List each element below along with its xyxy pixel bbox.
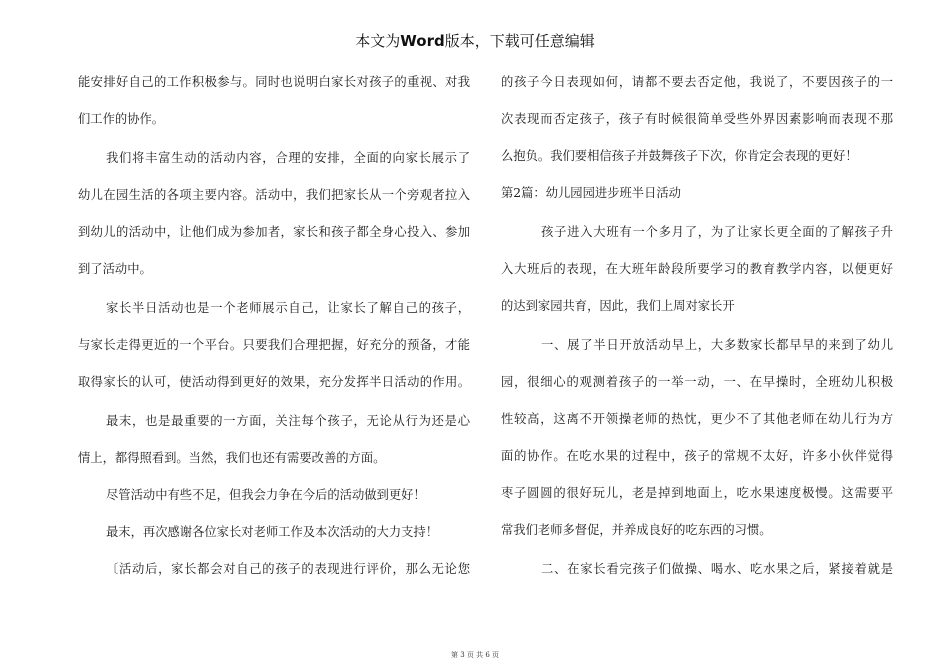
text-line: 取得家长的认可，使活动得到更好的效果，充分发挥半日活动的作用。 — [78, 375, 470, 389]
text-line: 到幼儿的活动中，让他们成为参加者，家长和孩子都全身心投入、参加 — [78, 225, 470, 239]
page-header — [0, 30, 950, 51]
text-line: 的达到家园共育，因此，我们上周对家长开 — [501, 299, 735, 313]
page-number: 第 3 页 共 6 页 — [450, 651, 500, 659]
header-text-pre: 本文为 — [355, 32, 401, 50]
text-line: 家长半日活动也是一个老师展示自己，让家长了解自己的孩子， — [106, 301, 470, 315]
text-line: 枣子圆圆的很好玩儿，老是掉到地面上，吃水果速度极慢。这需要平 — [501, 486, 893, 500]
text-line: 们工作的协作。 — [78, 112, 165, 126]
text-line: 最末，也是最重要的一方面，关注每个孩子，无论从行为还是心 — [106, 414, 470, 428]
section-heading: 第2篇：幼儿园园进步班半日活动 — [501, 186, 681, 200]
text-line: 入大班后的表现，在大班年龄段所要学习的教育教学内容，以便更好 — [501, 262, 893, 276]
text-line: 与家长走得更近的一个平台。只要我们合理把握，好充分的预备，才能 — [78, 338, 470, 352]
text-line: 常我们老师多督促，并养成良好的吃东西的习惯。 — [501, 523, 772, 537]
text-line: 我们将丰富生动的活动内容，合理的安排，全面的向家长展示了 — [106, 151, 470, 165]
text-line: 二、在家长看完孩子们做操、喝水、吃水果之后，紧接着就是 — [541, 562, 893, 576]
text-line: 孩子进入大班有一个多月了，为了让家长更全面的了解孩子升 — [541, 225, 893, 239]
text-line: 园，很细心的观测着孩子的一举一动，一、在早操时，全班幼儿积极 — [501, 375, 893, 389]
text-line: 情上，都得照看到。当然，我们也还有需要改善的方面。 — [78, 451, 386, 465]
text-line: 幼儿在园生活的各项主要内容。活动中，我们把家长从一个旁观者拉入 — [78, 188, 470, 202]
text-line: 最末，再次感谢各位家长对老师工作及本次活动的大力支持！ — [106, 525, 439, 539]
text-line: 的孩子今日表现如何，请都不要去否定他，我说了，不要因孩子的一 — [501, 75, 893, 89]
text-line: 到了活动中。 — [78, 262, 152, 276]
header-text-bold: Word — [400, 32, 445, 50]
header-text-post: 版本，下载可任意编辑 — [444, 32, 595, 50]
text-line: 次表现而否定孩子，孩子有时候很简单受些外界因素影响而表现不那 — [501, 112, 893, 126]
text-line: 么抱负。我们要相信孩子并鼓舞孩子下次，你肯定会表现的更好！ — [501, 149, 858, 163]
text-line: 能安排好自己的工作积极参与。同时也说明白家长对孩子的重视、对我 — [78, 75, 470, 89]
text-line: 面的协作。在吃水果的过程中，孩子的常规不太好，许多小伙伴觉得 — [501, 449, 893, 463]
text-line: 〔活动后，家长都会对自己的孩子的表现进行评价，那么无论您 — [106, 562, 470, 576]
text-line: 尽管活动中有些不足，但我会力争在今后的活动做到更好！ — [106, 488, 426, 502]
text-line: 一、展了半日开放活动早上，大多数家长都早早的来到了幼儿 — [541, 338, 893, 352]
text-line: 性较高，这离不开领操老师的热忱，更少不了其他老师在幼儿行为方 — [501, 412, 893, 426]
